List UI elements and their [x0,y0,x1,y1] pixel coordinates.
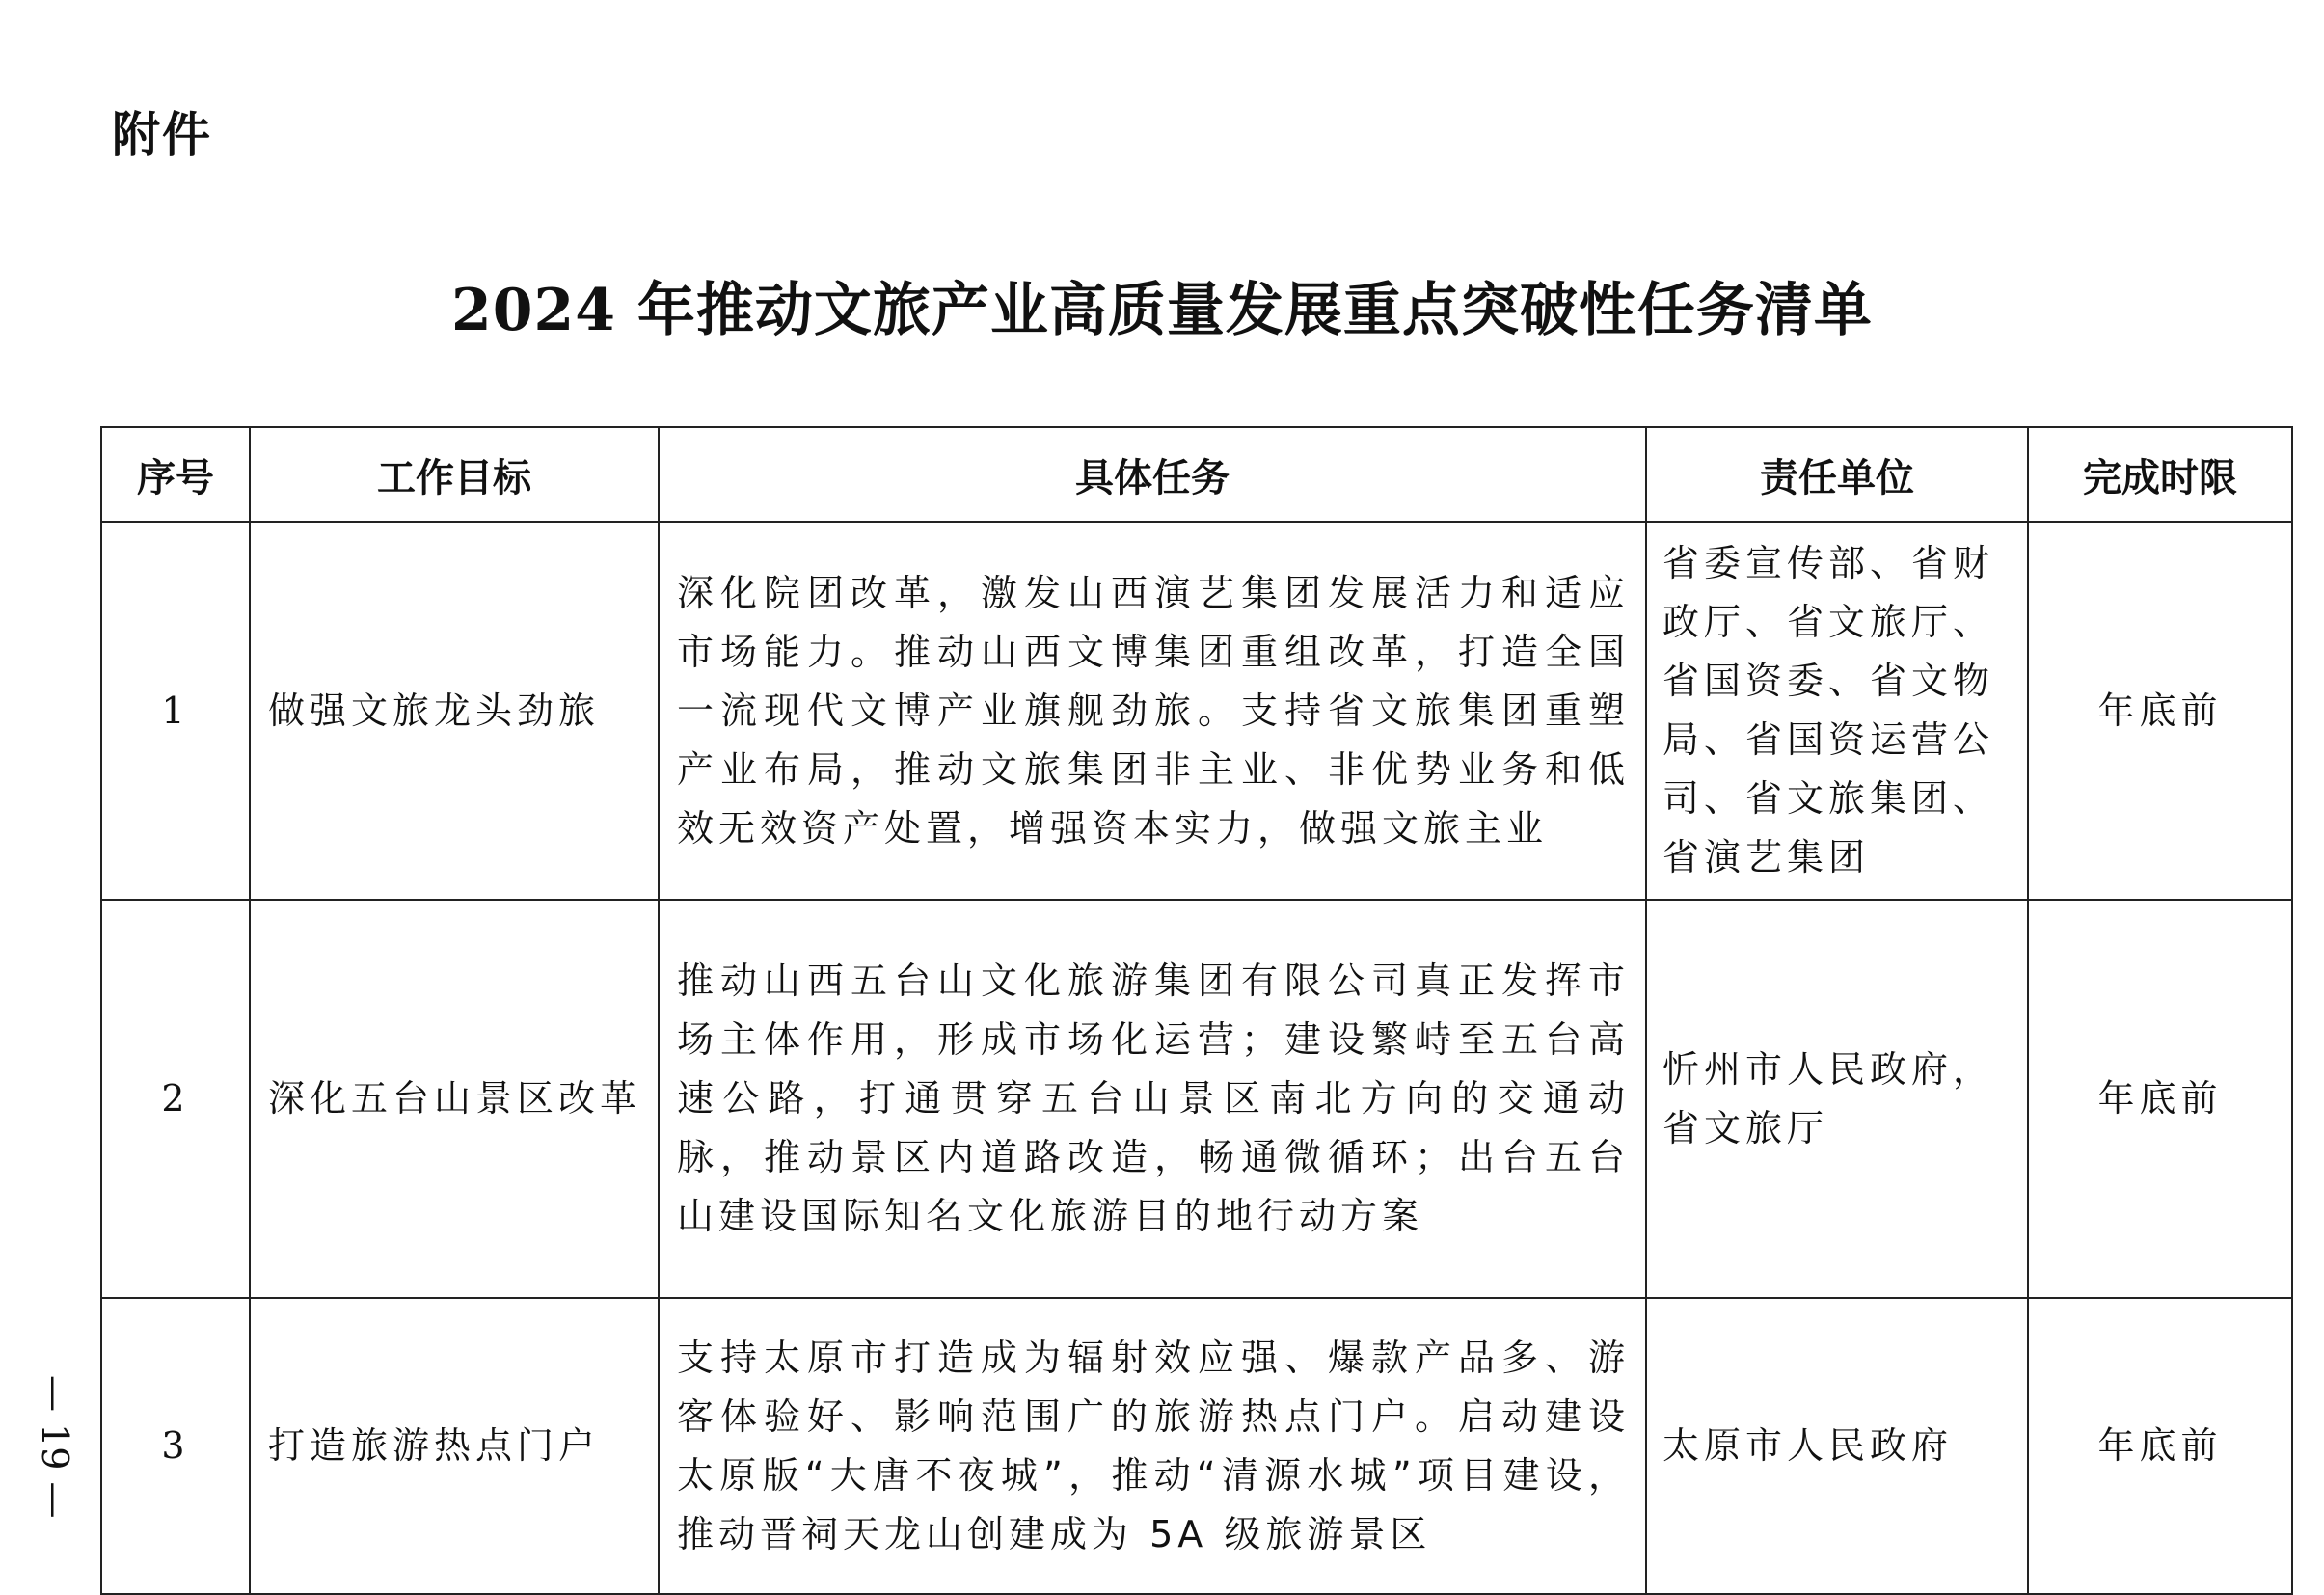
row-goal: 深化五台山景区改革 [250,900,659,1298]
row-unit: 忻州市人民政府，省文旅厅 [1646,900,2028,1298]
row-deadline: 年底前 [2028,900,2292,1298]
document-title: 2024 年推动文旅产业高质量发展重点突破性任务清单 [451,277,1873,344]
header-goal: 工作目标 [250,427,659,522]
table-row [101,900,2292,1298]
row-deadline: 年底前 [2028,522,2292,900]
row-seq: 1 [101,522,250,900]
row-deadline: 年底前 [2028,1298,2292,1594]
table-row [101,1298,2292,1594]
row-goal: 做强文旅龙头劲旅 [250,522,659,900]
row-task: 推动山西五台山文化旅游集团有限公司真正发挥市场主体作用，形成市场化运营；建设繁峙至五台高速公路，打通贯穿五台山景区南北方向的交通动脉，推动景区内道路改造，畅通微循环；出台五台山建设国际知名文化旅游目的地行动方案 [659,900,1646,1298]
row-task: 支持太原市打造成为辐射效应强、爆款产品多、游客体验好、影响范围广的旅游热点门户。启动建设太原版“大唐不夜城”，推动“清源水城”项目建设，推动晋祠天龙山创建成为 5A 级旅游景区 [659,1298,1646,1594]
row-goal: 打造旅游热点门户 [250,1298,659,1594]
task-list-table [100,426,2293,1595]
row-seq: 3 [101,1298,250,1594]
row-seq: 2 [101,900,250,1298]
page-number: — 19 — [34,1374,76,1519]
header-task: 具体任务 [659,427,1646,522]
row-unit: 太原市人民政府 [1646,1298,2028,1594]
header-seq: 序号 [101,427,250,522]
table-header-row [101,427,2292,522]
attachment-label: 附件 [112,107,212,163]
row-task: 深化院团改革，激发山西演艺集团发展活力和适应市场能力。推动山西文博集团重组改革，打造全国一流现代文博产业旗舰劲旅。支持省文旅集团重塑产业布局，推动文旅集团非主业、非优势业务和低效无效资产处置，增强资本实力，做强文旅主业 [659,522,1646,900]
header-deadline: 完成时限 [2028,427,2292,522]
row-unit: 省委宣传部、省财政厅、省文旅厅、省国资委、省文物局、省国资运营公司、省文旅集团、省演艺集团 [1646,522,2028,900]
header-unit: 责任单位 [1646,427,2028,522]
table-row [101,522,2292,900]
